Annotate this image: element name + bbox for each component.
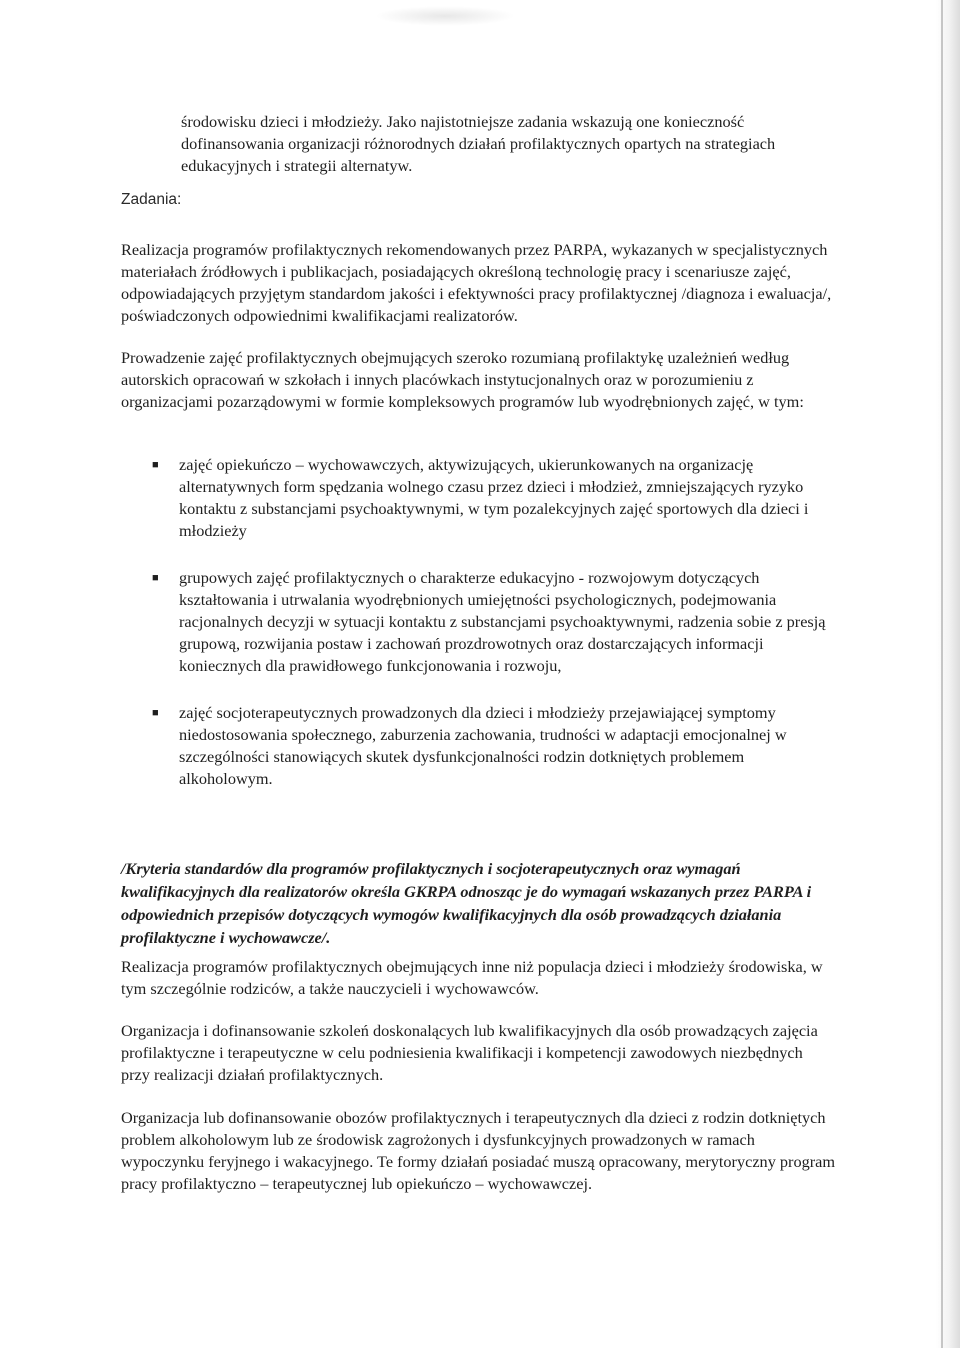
paragraph-intro: środowisku dzieci i młodzieży. Jako najistotniejsze zadania wskazują one konieczność dofinansowania organizacji różnorodnych działań profilaktycznych opartych na strategiach edukacyjnych i strategii alternatyw.: [181, 112, 776, 175]
criteria-note: /Kryteria standardów dla programów profilaktycznych i socjoterapeutycznych oraz wymagań kwalifikacyjnych dla realizatorów określa GKRPA odnosząc je do wymagań wskazanych przez PARPA i odpowiednich przepisów dotyczących wymogów kwalifikacyjnych dla osób prowadzących działania profilaktyczne i wychowawcze/.: [121, 859, 812, 947]
task-parpa-programs: Realizacja programów profilaktycznych rekomendowanych przez PARPA, wykazanych w specjalistycznych materiałach źródłowych i publikacjach, posiadających określoną technologię pracy i scenariusze zajęć, odpowiadających przyjętym standardom jakości i efektywności pracy profilaktycznej /diagnoza i ewaluacja/, poświadczonych odpowiednimi kwalifikacjami realizatorów.: [121, 240, 832, 325]
task-training: Organizacja i dofinansowanie szkoleń doskonalących lub kwalifikacyjnych dla osób prowadzących zajęcia profilaktyczne i terapeutyczne w celu podniesienia kwalifikacji i kompetencji zawodowych niezbędnych przy realizacji działań profilaktycznych.: [121, 1021, 818, 1084]
scan-edge-line: [941, 0, 943, 1348]
list-item: [150, 702, 840, 790]
task-school-classes: Prowadzenie zajęć profilaktycznych obejmujących szeroko rozumianą profilaktykę uzależnień według autorskich opracowań w szkołach i innych placówkach instytucjonalnych oraz w porozumieniu z organizacjami pozarządowymi w formie kompleksowych programów lub wyodrębnionych zajęć, w tym:: [121, 348, 804, 411]
task-parents-teachers: Realizacja programów profilaktycznych obejmujących inne niż populacja dzieci i młodzieży środowiska, w tym szczególnie rodziców, a także nauczycieli i wychowawców.: [121, 957, 823, 998]
section-label-zadania: Zadania:: [121, 191, 182, 208]
list-item: [150, 567, 840, 677]
list-item-text: grupowych zajęć profilaktycznych o charakterze edukacyjno - rozwojowym dotyczących kształtowania i utrwalania wyodrębnionych umiejętności psychologicznych, podejmowania racjonalnych decyzji w sytuacji kontaktu z substancjami psychoaktywnymi, radzenia sobie z presją grupową, rozwijania postaw i zachowań prozdrowotnych oraz dostarczających informacji koniecznych dla prawidłowego funkcjonowania i rozwoju,: [179, 568, 826, 675]
scan-page-edge: [936, 0, 960, 1348]
activity-list: [150, 454, 840, 815]
list-item-text: zajęć opiekuńczo – wychowawczych, aktywizujących, ukierunkowanych na organizację alternatywnych form spędzania wolnego czasu przez dzieci i młodzież, zmniejszających ryzyko kontaktu z substancjami psychoaktywnymi, w tym pozalekcyjnych zajęć sportowych dla dzieci i młodzieży: [179, 455, 809, 540]
scan-smudge: [375, 6, 515, 26]
bullet-square-icon: ■: [152, 459, 159, 471]
task-camps: Organizacja lub dofinansowanie obozów profilaktycznych i terapeutycznych dla dzieci z rodzin dotkniętych problem alkoholowym lub ze środowisk zagrożonych i dysfunkcyjnych prowadzonych w ramach wypoczynku feryjnego i wakacyjnego. Te formy działań posiadać muszą opracowany, merytoryczny program pracy profilaktyczno – terapeutycznej lub opiekuńczo – wychowawczej.: [121, 1108, 836, 1193]
bullet-square-icon: ■: [152, 572, 159, 584]
list-item-text: zajęć socjoterapeutycznych prowadzonych dla dzieci i młodzieży przejawiającej symptomy niedostosowania społecznego, zaburzenia zachowania, trudności w adaptacji emocjonalnej w szczególności stanowiących skutek dysfunkcjonalności rodzin dotkniętych problemem alkoholowym.: [179, 703, 787, 788]
list-item: [150, 454, 840, 542]
bullet-square-icon: ■: [152, 707, 159, 719]
